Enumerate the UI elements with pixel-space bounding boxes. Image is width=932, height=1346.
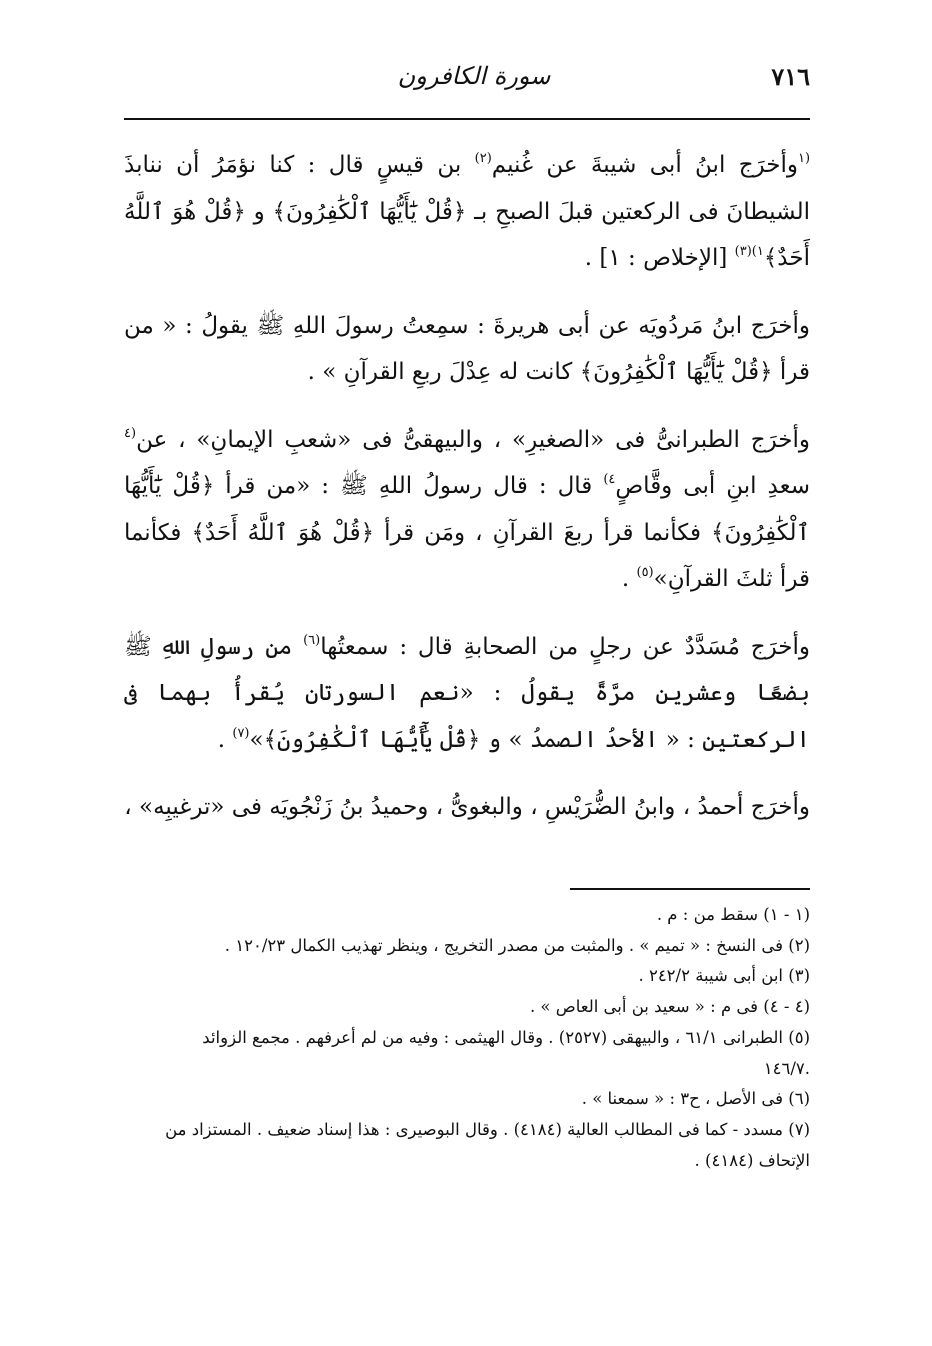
paragraph-3: وأخرَج الطبرانىُّ فى «الصغيرِ» ، والبيهقىُّ فى «شعبِ الإيمانِ» ، عن$^{(٤}$ سعدِ ابنِ أبى وقَّاصٍ$^{٤)}$ قال : قال رسولُ اللهِ ﷺ : «من قرأ ﴿قُلْ يَٰٓأَيُّهَا ٱلْكَٰفِرُونَ﴾ فكأنما قرأ ربعَ القرآنِ ، ومَن قرأ ﴿قُلْ هُوَ ٱللَّهُ أَحَدٌ﴾ فكأنما قرأ ثلثَ القرآنِ»$^{(٥)}$ . <box>124 425 810 592</box>
footnote-rule <box>570 888 810 890</box>
footnote-7-continuation: الإتحاف (٤١٨٤) . <box>694 1150 810 1170</box>
footnote-5-continuation: .١٤٦/٧ <box>763 1058 810 1078</box>
footnote-7: (٧) مسدد - كما فى المطالب العالية (٤١٨٤) . وقال البوصيرى : هذا إسناد ضعيف . المستزاد من <box>165 1119 810 1139</box>
footnote-ref-4-open: (٤ <box>124 425 137 441</box>
main-text <box>124 142 810 852</box>
footnote-6: (٦) فى الأصل ، ح٣ : « سمعنا » . <box>581 1089 810 1109</box>
paragraph-5: وأخرَج أحمدُ ، وابنُ الضُّرَيْسِ ، والبغوىُّ ، وحميدُ بنُ زَنْجُويَه فى «ترغيبِه» ، <box>124 794 810 820</box>
page-number: ٧١٦ <box>771 62 810 91</box>
footnote-4: (٤ - ٤) فى م : « سعيد بن أبى العاص » . <box>529 997 810 1017</box>
footnote-1: (١ - ١) سقط من : م . <box>656 905 810 924</box>
footnote-ref-5: (٥) <box>636 565 654 580</box>
page-header <box>124 62 810 106</box>
verse-citation: [الإخلاص : ١] . <box>584 245 728 271</box>
footnote-2: (٢) فى النسخ : « تميم » . والمثبت من مصدر التخريج ، وينظر تهذيب الكمال ١٢٠/٢٣ . <box>224 935 810 955</box>
footnote-ref-1-close-3: ١)(٣) <box>734 244 764 259</box>
footnote-ref-6: (٦) <box>303 632 321 648</box>
footnote-ref-1-open: (١ <box>797 151 811 166</box>
paragraph-1: $^{(١}$وأخرَج ابنُ أبى شيبةَ عن غُنيم$^{(٢)}$ بن قيسٍ قال : كنا نؤمَرُ أن ننابذَ الشيطانَ فى الركعتين قبلَ الصبحِ بـ ﴿قُلْ يَٰٓأَيُّهَا ٱلْكَٰفِرُونَ﴾ و ﴿قُلْ هُوَ ٱللَّهُ أَحَدٌ﴾$^{١)(٣)}$ [الإخلاص : ١] . <box>124 151 811 271</box>
running-title: سورة الكافرون <box>397 62 551 90</box>
footnote-3: (٣) ابن أبى شيبة ٢٤٢/٢ . <box>638 966 810 986</box>
footnote-ref-7: (٧) <box>232 725 250 741</box>
header-rule <box>124 118 810 120</box>
footnote-ref-2: (٢) <box>474 151 492 166</box>
footnote-ref-4-close: ٤) <box>603 472 616 487</box>
paragraph-2: وأخرَج ابنُ مَردُويَه عن أبى هريرةَ : سمِعتُ رسولَ اللهِ ﷺ يقولُ : « من قرأ ﴿قُلْ يَٰٓأَيُّهَا ٱلْكَٰفِرُونَ﴾ كانت له عِدْلَ ربعِ القرآنِ » . <box>124 312 810 385</box>
footnotes <box>124 900 810 1176</box>
footnote-5: (٥) الطبرانى ٦١/١ ، والبيهقى (٢٥٢٧) . وقال الهيثمى : وفيه من لم أعرفهم . مجمع الزوائد <box>202 1027 810 1047</box>
paragraph-4: وأخرَج مُسَدَّدٌ عن رجلٍ من الصحابةِ قال : سمعتُها$^{(٦)}$ من رسولِ اللهِ ﷺ بضعًا وعشرين مرَّةً يقولُ : «نعم السورتان يُقرأُ بهما فى الركعتين : « الأحدُ الصمدُ » و ﴿قُلْ يَٰٓأَيُّهَا ٱلْكَٰفِرُونَ﴾»$^{(٧)}$ . <box>124 632 811 753</box>
